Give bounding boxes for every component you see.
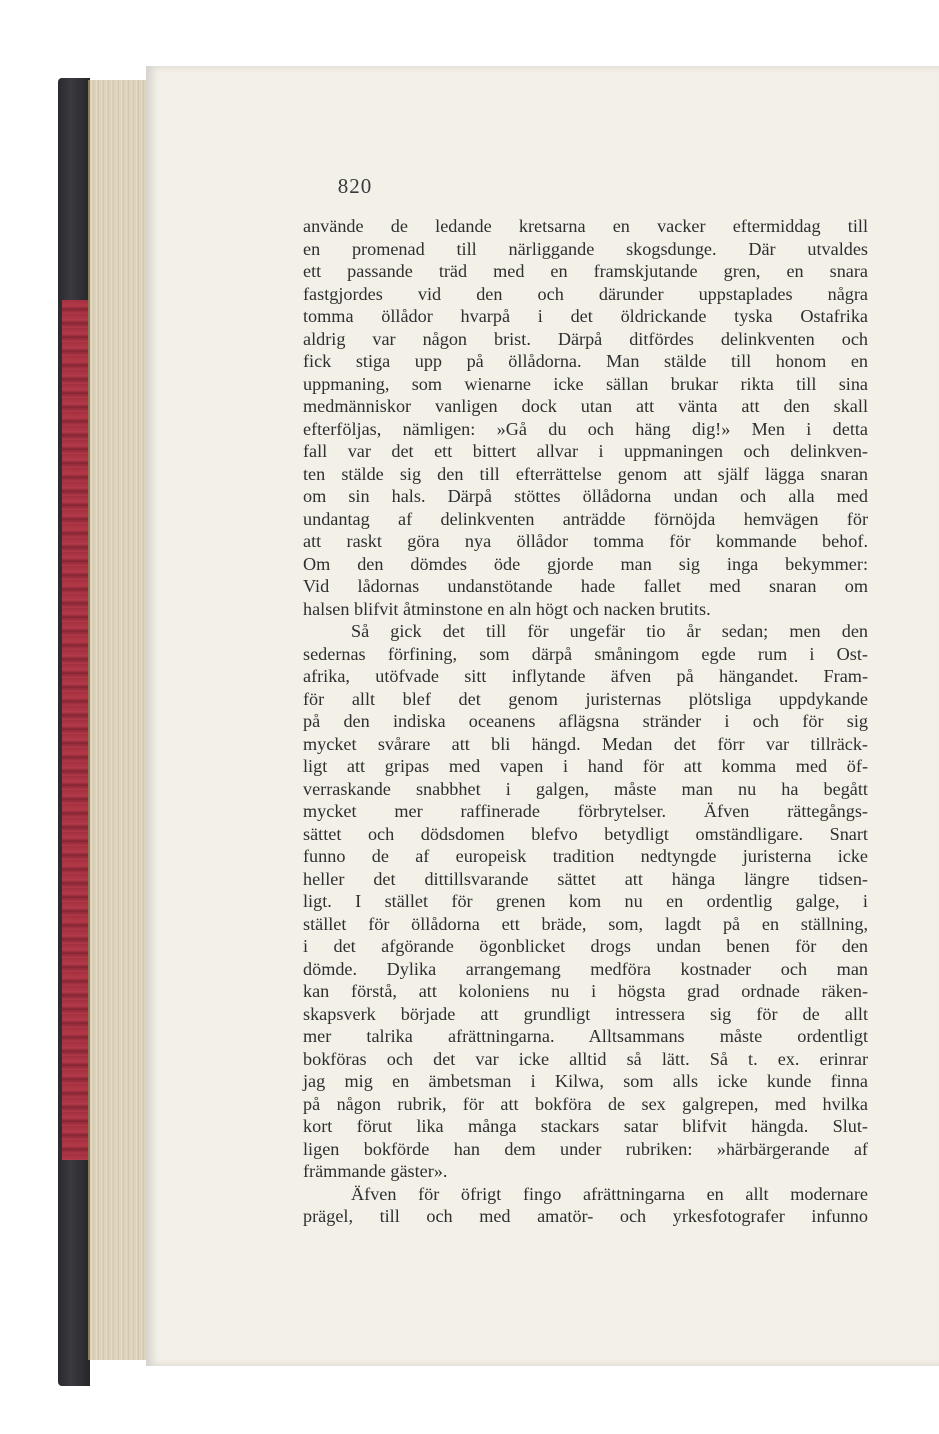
text-line: skapsverk började att grundligt intressera sig för de allt [303, 1003, 868, 1024]
text-line: funno de af europeisk tradition nedtyngde juristerna icke [303, 846, 868, 866]
text-line: afrika, utöfvade sitt inflytande äfven på hängandet. Fram- [303, 666, 868, 686]
text-line: fick stiga upp på öllådorna. Man stälde till honom en [303, 351, 868, 371]
text-line: ett passande träd med en framskjutande gren, en snara [303, 261, 868, 281]
text-line: undantag af delinkventen anträdde förnöjda hemvägen för [303, 508, 868, 529]
text-line: prägel, till och med amatör- och yrkesfotografer infunno [303, 1206, 868, 1226]
text-line: verraskande snabbhet i galgen, måste man nu ha begått [303, 778, 868, 799]
text-line: sättet och dödsdomen blefvo betydligt omständligare. Snart [303, 823, 868, 844]
text-line: Äfven för öfrigt fingo afrättningarna en allt modernare [351, 1183, 868, 1204]
text-line: i det afgörande ögonblicket drogs undan benen för den [303, 936, 868, 956]
spine-red-binding [62, 300, 88, 1160]
text-line: halsen blifvit åtminstone en aln högt och nacken brutits. [303, 598, 711, 619]
text-line: fall var det ett bittert allvar i uppmaningen och delinkven- [303, 441, 868, 461]
text-line: ten stälde sig den till efterrättelse genom att själf lägga snaran [303, 463, 868, 484]
text-line: tomma öllådor hvarpå i det öldrickande tyska Ostafrika [303, 306, 868, 326]
body-text [303, 215, 868, 1228]
text-line: Om den dömdes öde gjorde man sig inga bekymmer: [303, 553, 868, 574]
text-line: för allt blef det genom juristernas plötsliga uppdykande [303, 688, 868, 709]
text-line: dömde. Dylika arrangemang medföra kostnader och man [303, 958, 868, 979]
text-line: använde de ledande kretsarna en vacker eftermiddag till [303, 216, 868, 236]
text-line: ligt. I stället för grenen kom nu en ordentlig galge, i [303, 891, 868, 911]
text-line: mycket mer raffinerade förbrytelser. Äfven rättegångs- [303, 801, 868, 821]
text-line: bokföras och det var icke alltid så lätt. Så t. ex. erinrar [303, 1048, 868, 1069]
text-line: uppmaning, som wienarne icke sällan brukar rikta till sina [303, 373, 868, 394]
text-line: en promenad till närliggande skogsdunge. Där utvaldes [303, 238, 868, 259]
text-line: sedernas förfining, som därpå småningom egde rum i Ost- [303, 643, 868, 664]
text-line: jag mig en ämbetsman i Kilwa, som alls icke kunde finna [303, 1071, 868, 1091]
text-line: kort förut lika många stackars satar blifvit hängda. Slut- [303, 1116, 868, 1136]
text-line: ligt att gripas med vapen i hand för att komma med öf- [303, 756, 868, 776]
text-line: efterföljas, nämligen: »Gå du och häng dig!» Men i detta [303, 418, 868, 439]
text-line: mer talrika afrättningarna. Alltsammans måste ordentligt [303, 1026, 868, 1046]
text-line: heller det dittillsvarande sättet att hänga längre tidsen- [303, 868, 868, 889]
text-line: Vid lådornas undanstötande hade fallet med snaran om [303, 576, 868, 596]
page-edges [88, 80, 152, 1360]
text-line: fastgjordes vid den och därunder uppstaplades några [303, 283, 868, 304]
text-line: på den indiska oceanens aflägsna stränder i och för sig [303, 711, 868, 731]
page-number: 820 [337, 174, 373, 198]
text-line: medmänniskor vanligen dock utan att vänta att den skall [303, 396, 868, 416]
text-line: om sin hals. Därpå stöttes öllådorna undan och alla med [303, 486, 868, 506]
text-line: mycket svårare att bli hängd. Medan det förr var tillräck- [303, 733, 868, 754]
text-line: aldrig var någon brist. Därpå ditfördes delinkventen och [303, 328, 868, 349]
text-line: på någon rubrik, för att bokföra de sex galgrepen, med hvilka [303, 1093, 868, 1114]
text-line: främmande gäster». [303, 1161, 448, 1181]
text-line: stället för öllådorna ett bräde, som, lagdt på en ställning, [303, 913, 868, 934]
text-line: ligen bokförde han dem under rubriken: »härbärgerande af [303, 1138, 868, 1159]
text-line: kan förstå, att koloniens nu i högsta grad ordnade räken- [303, 981, 868, 1001]
text-line: att raskt göra nya öllådor tomma för kommande behof. [303, 531, 868, 551]
text-line: Så gick det till för ungefär tio år sedan; men den [351, 621, 868, 641]
